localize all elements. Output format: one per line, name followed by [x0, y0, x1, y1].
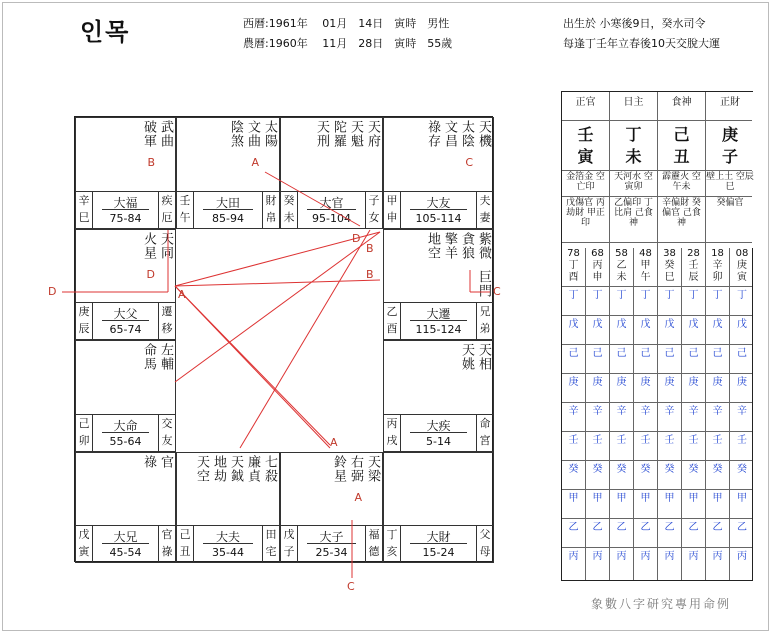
palace-name: 大子 [319, 530, 344, 544]
star: 右弼 [348, 455, 363, 483]
palace-stem: 庚 辰 [76, 303, 93, 339]
bazi-table [561, 91, 753, 581]
liunian-cell: 乙 [737, 522, 747, 533]
liunian-cell: 戊 [616, 319, 627, 330]
liunian-cell: 己 [616, 348, 627, 359]
liunian-cell: 甲 [688, 493, 699, 504]
palace-extra-star: 巨門 [476, 270, 491, 298]
palace-name: 大兄 [113, 530, 138, 544]
person-name: 인목 [80, 18, 131, 46]
arrow-label-d-center: D [352, 232, 361, 245]
liunian-cell: 庚 [712, 377, 723, 388]
star: 文昌 [442, 120, 457, 148]
palace-name: 大疾 [426, 419, 451, 433]
liunian-cell: 戊 [640, 319, 651, 330]
star: 天魁 [348, 120, 363, 148]
liunian-cell: 癸 [640, 464, 651, 475]
liunian-cell: 辛 [737, 406, 747, 417]
liunian-cell: 甲 [616, 493, 627, 504]
liunian-cell: 己 [640, 348, 651, 359]
arrow-label-b-upper: B [366, 242, 374, 255]
palace-stem: 丁 亥 [384, 526, 401, 562]
liunian-cell: 辛 [640, 406, 651, 417]
luck-column: 38 癸 巳 丁 戊 己 庚 辛 壬 癸 甲 乙 丙 [658, 92, 682, 580]
star: 天同 [158, 232, 173, 260]
liunian-cell: 甲 [592, 493, 603, 504]
star: 祿存 [425, 120, 440, 148]
palace-range: 75-84 [109, 212, 142, 225]
star: 七殺 [262, 455, 277, 483]
star: 天府 [365, 120, 380, 148]
watermark-text: 象數八字研究專用命例 [590, 597, 731, 611]
liunian-cell: 戊 [568, 319, 579, 330]
palace-range: 55-64 [109, 435, 142, 448]
liunian-cell: 丙 [688, 551, 699, 562]
arrow-label-c-right: C [493, 285, 501, 298]
star: 天鉞 [228, 455, 243, 483]
palace-range: 85-94 [212, 212, 244, 225]
liunian-cell: 乙 [616, 522, 627, 533]
liunian-cell: 甲 [664, 493, 675, 504]
arrow-label-c-bottom: C [347, 580, 355, 593]
palace-range: 95-104 [312, 212, 351, 225]
liunian-cell: 乙 [688, 522, 699, 533]
palace-stem: 戊 子 [281, 526, 298, 562]
liunian-cell: 壬 [712, 435, 723, 446]
palace-range: 5-14 [426, 435, 451, 448]
star: 貪狼 [459, 232, 474, 260]
palace-role: 子 女 [365, 192, 382, 228]
palace-name: 大父 [113, 307, 138, 321]
palace-name: 大福 [113, 196, 138, 210]
liunian-cell: 己 [568, 348, 579, 359]
palace-role: 田 宅 [262, 526, 279, 562]
star: 陀羅 [331, 120, 346, 148]
palace-role: 福 德 [365, 526, 382, 562]
liunian-cell: 甲 [568, 493, 579, 504]
palace-marker: A [251, 156, 259, 169]
liunian-cell: 丙 [640, 551, 651, 562]
liunian-cell: 庚 [568, 377, 579, 388]
star: 祿 [141, 455, 156, 469]
palace-marker: B [147, 156, 155, 169]
liunian-cell: 乙 [664, 522, 675, 533]
palace-range: 25-34 [315, 546, 348, 559]
palace-name: 大財 [426, 530, 451, 544]
liunian-cell: 甲 [712, 493, 723, 504]
liunian-cell: 甲 [737, 493, 747, 504]
liunian-cell: 己 [688, 348, 699, 359]
palace-stem: 癸 未 [281, 192, 298, 228]
palace-range: 45-54 [109, 546, 142, 559]
star: 天刑 [314, 120, 329, 148]
palace-range: 65-74 [109, 323, 142, 336]
liunian-cell: 戊 [688, 319, 699, 330]
palace-marker: C [465, 156, 473, 169]
star: 陰煞 [228, 120, 243, 148]
palace-role: 遷 移 [158, 303, 175, 339]
palace-range: 105-114 [415, 212, 462, 225]
star: 地劫 [211, 455, 226, 483]
star: 太陰 [459, 120, 474, 148]
palace-name: 大田 [215, 196, 240, 210]
liunian-cell: 己 [737, 348, 747, 359]
star: 鈴星 [331, 455, 346, 483]
luck-column: 48 甲 午 丁 戊 己 庚 辛 壬 癸 甲 乙 丙 [634, 92, 658, 580]
liunian-cell: 丁 [664, 290, 675, 301]
liunian-cell: 己 [664, 348, 675, 359]
star: 天梁 [365, 455, 380, 483]
liunian-cell: 丁 [712, 290, 723, 301]
palace-stem: 辛 巳 [76, 192, 93, 228]
liunian-cell: 壬 [640, 435, 651, 446]
star: 文曲 [245, 120, 260, 148]
palace-stem: 壬 午 [177, 192, 194, 228]
luck-note: 每逢丁壬年立春後10天交脫大運 [563, 37, 720, 50]
liunian-cell: 壬 [592, 435, 603, 446]
liunian-cell: 癸 [664, 464, 675, 475]
palace-stem: 甲 申 [384, 192, 401, 228]
palace-role: 兄 弟 [476, 303, 493, 339]
pillar: 食神 己 丑 霹靂火 空午未 辛偏財 癸偏官 己食神 [658, 92, 706, 248]
pillar: 正官 壬 寅 金箔金 空亡印 戊傷官 丙劫財 甲正印 [562, 92, 610, 248]
arrow-label-a-center: A [330, 436, 338, 449]
liunian-cell: 辛 [712, 406, 723, 417]
liunian-cell: 庚 [688, 377, 699, 388]
palace-role: 官 祿 [158, 526, 175, 562]
lunar-date: 農曆:1960年 11月 28日 寅時 55歲 [243, 37, 453, 50]
birth-note: 出生於 小寒後9日，癸水司令 [563, 17, 706, 30]
liunian-cell: 戊 [664, 319, 675, 330]
palace-range: 35-44 [212, 546, 244, 559]
liunian-cell: 丙 [664, 551, 675, 562]
liunian-cell: 己 [712, 348, 723, 359]
liunian-cell: 庚 [616, 377, 627, 388]
star: 天機 [476, 120, 491, 148]
liunian-cell: 丙 [568, 551, 579, 562]
liunian-cell: 丙 [616, 551, 627, 562]
liunian-cell: 癸 [688, 464, 699, 475]
luck-column: 78 丁 酉 丁 戊 己 庚 辛 壬 癸 甲 乙 丙 [562, 92, 586, 580]
star: 擎羊 [442, 232, 457, 260]
liunian-cell: 戊 [712, 319, 723, 330]
palace-range: 15-24 [422, 546, 455, 559]
liunian-cell: 丁 [737, 290, 747, 301]
star: 火星 [141, 232, 156, 260]
liunian-cell: 乙 [592, 522, 603, 533]
luck-column: 18 辛 卯 丁 戊 己 庚 辛 壬 癸 甲 乙 丙 [706, 92, 730, 580]
liunian-cell: 癸 [616, 464, 627, 475]
palace-role: 財 帛 [262, 192, 279, 228]
liunian-cell: 庚 [592, 377, 603, 388]
palace-name: 大官 [319, 196, 344, 210]
liunian-cell: 辛 [592, 406, 603, 417]
liunian-cell: 壬 [688, 435, 699, 446]
liunian-cell: 戊 [737, 319, 747, 330]
star: 太陽 [262, 120, 277, 148]
liunian-cell: 丙 [592, 551, 603, 562]
liunian-cell: 壬 [616, 435, 627, 446]
star: 武曲 [158, 120, 173, 148]
liunian-cell: 乙 [640, 522, 651, 533]
star: 破軍 [141, 120, 156, 148]
palace-role: 交 友 [158, 415, 175, 451]
palace-stem: 己 丑 [177, 526, 194, 562]
liunian-cell: 辛 [688, 406, 699, 417]
liunian-cell: 丙 [737, 551, 747, 562]
palace-role: 疾 厄 [158, 192, 175, 228]
star: 左輔 [158, 343, 173, 371]
star: 官 [158, 455, 173, 469]
liunian-cell: 丁 [688, 290, 699, 301]
palace-name: 大友 [426, 196, 451, 210]
liunian-cell: 乙 [712, 522, 723, 533]
palace-stem: 乙 酉 [384, 303, 401, 339]
pillar: 日主 丁 未 天河水 空寅卯 乙偏印 丁比肩 己食神 [610, 92, 658, 248]
liunian-cell: 壬 [737, 435, 747, 446]
arrow-label-a-left: A [178, 288, 186, 301]
palace-marker: D [146, 268, 155, 281]
liunian-cell: 丁 [592, 290, 603, 301]
liunian-cell: 癸 [592, 464, 603, 475]
liunian-cell: 丁 [616, 290, 627, 301]
palace-stem: 丙 戌 [384, 415, 401, 451]
liunian-cell: 乙 [568, 522, 579, 533]
palace-name: 大命 [113, 419, 138, 433]
star: 廉貞 [245, 455, 260, 483]
liunian-cell: 癸 [737, 464, 747, 475]
star: 天相 [476, 343, 491, 371]
palace-stem: 己 卯 [76, 415, 93, 451]
star: 天姚 [459, 343, 474, 371]
solar-date: 西曆:1961年 01月 14日 寅時 男性 [243, 17, 450, 30]
star: 命馬 [141, 343, 156, 371]
liunian-cell: 丙 [712, 551, 723, 562]
liunian-cell: 己 [592, 348, 603, 359]
palace-role: 夫 妻 [476, 192, 493, 228]
luck-column: 08 庚 寅 丁 戊 己 庚 辛 壬 癸 甲 乙 丙 [730, 92, 754, 580]
pillar: 正財 庚 子 壁上土 空辰巳 癸偏官 [706, 92, 754, 248]
liunian-cell: 甲 [640, 493, 651, 504]
liunian-cell: 辛 [568, 406, 579, 417]
arrow-label-d-left: D [48, 285, 57, 298]
palace-role: 命 宮 [476, 415, 493, 451]
luck-column: 68 丙 申 丁 戊 己 庚 辛 壬 癸 甲 乙 丙 [586, 92, 610, 580]
star: 紫微 [476, 232, 491, 260]
liunian-cell: 庚 [664, 377, 675, 388]
luck-column: 58 乙 未 丁 戊 己 庚 辛 壬 癸 甲 乙 丙 [610, 92, 634, 580]
liunian-cell: 戊 [592, 319, 603, 330]
liunian-cell: 丁 [640, 290, 651, 301]
liunian-cell: 庚 [640, 377, 651, 388]
palace-stem: 戊 寅 [76, 526, 93, 562]
liunian-cell: 壬 [664, 435, 675, 446]
luck-column: 28 壬 辰 丁 戊 己 庚 辛 壬 癸 甲 乙 丙 [682, 92, 706, 580]
liunian-cell: 庚 [737, 377, 747, 388]
liunian-cell: 辛 [616, 406, 627, 417]
liunian-cell: 癸 [712, 464, 723, 475]
liunian-cell: 辛 [664, 406, 675, 417]
palace-name: 大夫 [215, 530, 240, 544]
palace-name: 大遷 [426, 307, 451, 321]
liunian-cell: 丁 [568, 290, 579, 301]
palace-range: 115-124 [415, 323, 462, 336]
star: 天空 [194, 455, 209, 483]
liunian-cell: 壬 [568, 435, 579, 446]
liunian-cell: 癸 [568, 464, 579, 475]
arrow-label-b-lower: B [366, 268, 374, 281]
palace-role: 父 母 [476, 526, 493, 562]
palace-marker: A [354, 491, 362, 504]
star: 地空 [425, 232, 440, 260]
